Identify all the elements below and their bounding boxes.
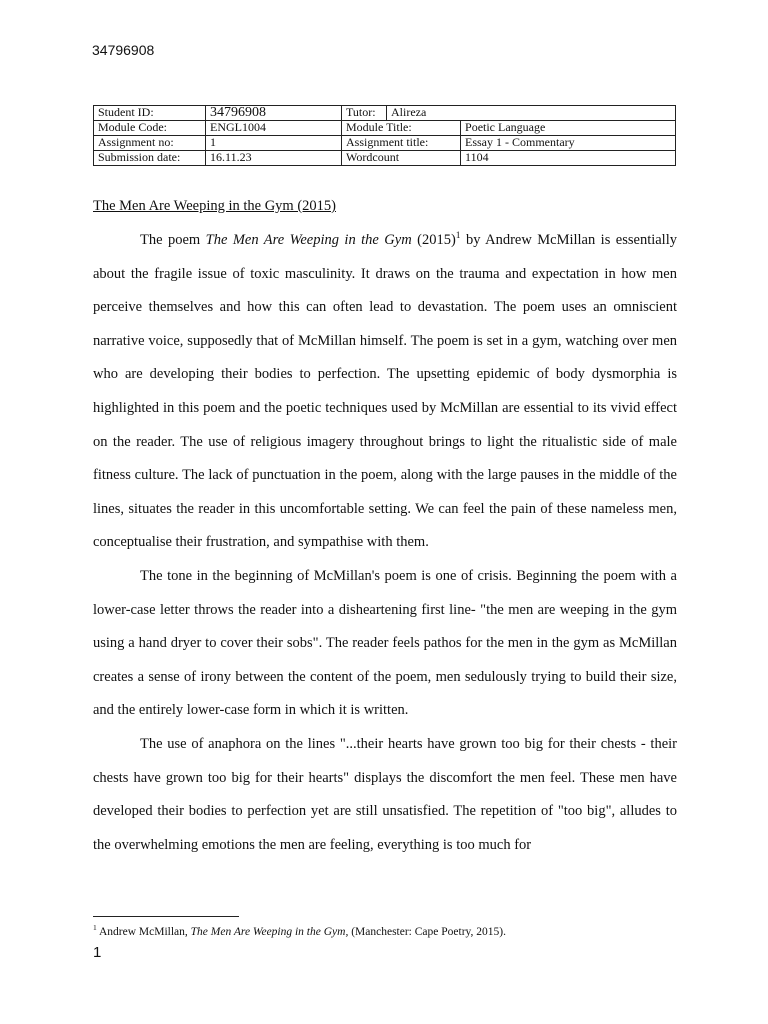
cell-value: Alireza bbox=[387, 106, 676, 121]
cell-value: 1104 bbox=[461, 151, 676, 166]
footnote-reference[interactable]: 1 bbox=[455, 231, 461, 242]
cell-label: Wordcount bbox=[342, 151, 461, 166]
footnote-publication: (Manchester: Cape Poetry, 2015). bbox=[348, 925, 506, 938]
table-row bbox=[94, 136, 676, 151]
table-row bbox=[94, 151, 676, 166]
footnote-separator bbox=[93, 916, 239, 917]
table-row bbox=[94, 121, 676, 136]
cell-value: 34796908 bbox=[206, 106, 342, 121]
cell-label: Module Code: bbox=[94, 121, 206, 136]
footnote-mark: 1 bbox=[93, 923, 97, 932]
cell-label: Module Title: bbox=[342, 121, 461, 136]
document-title: The Men Are Weeping in the Gym (2015) bbox=[93, 198, 336, 214]
cell-label: Tutor: bbox=[342, 106, 387, 121]
cell-value: 16.11.23 bbox=[206, 151, 342, 166]
cell-label: Assignment title: bbox=[342, 136, 461, 151]
cell-label: Submission date: bbox=[94, 151, 206, 166]
table-row bbox=[94, 106, 676, 121]
footnote-author: Andrew McMillan, bbox=[96, 925, 191, 938]
paragraph: The tone in the beginning of McMillan's poem is one of crisis. Beginning the poem with a lower-case letter throws the reader into a disheartening first line- "the men are weeping in the gym using a hand dryer to cover their sobs". The reader feels pathos for the men in the gym as McMillan creates a sense of irony between the content of the poem, men sedulously trying to build their size, and the entirely lower-case form in which it is written. bbox=[93, 567, 677, 719]
paragraph: The use of anaphora on the lines "...their hearts have grown too big for their chests - their chests have grown too big for their hearts" displays the discomfort the men feel. These men have developed their bodies to perfection yet are still unsatisfied. The repetition of "too big", alludes to the overwhelming emotions the men are feeling, everything is too much for bbox=[93, 735, 677, 853]
cell-value: Essay 1 - Commentary bbox=[461, 136, 676, 151]
poem-title: The Men Are Weeping in the Gym bbox=[205, 232, 412, 248]
footnote-title: The Men Are Weeping in the Gym, bbox=[190, 925, 349, 938]
essay-body bbox=[93, 224, 677, 862]
footnote bbox=[93, 921, 506, 939]
page-number: 1 bbox=[93, 944, 102, 961]
cell-value: Poetic Language bbox=[461, 121, 676, 136]
cell-label: Student ID: bbox=[94, 106, 206, 121]
paragraph-lead: The poem bbox=[140, 232, 206, 248]
cell-label: Assignment no: bbox=[94, 136, 206, 151]
cell-value: ENGL1004 bbox=[206, 121, 342, 136]
paragraph bbox=[93, 224, 677, 560]
poem-year: (2015) bbox=[411, 232, 456, 248]
cell-value: 1 bbox=[206, 136, 342, 151]
header-student-id: 34796908 bbox=[92, 42, 155, 58]
paragraph-text: by Andrew McMillan is essentially about the fragile issue of toxic masculinity. It draws on the trauma and expectation in how men perceive themselves and how this can often lead to devastation. The poem uses an omniscient narrative voice, supposedly that of McMillan himself. The poem is set in a gym, watching over men who are developing their bodies to perfection. The upsetting epidemic of body dysmorphia is highlighted in this poem and the poetic techniques used by McMillan are essential to its vivid effect on the reader. The use of religious imagery throughout brings to light the ritualistic side of male fitness culture. The lack of punctuation in the poem, along with the large pauses in the middle of the lines, situates the reader in this uncomfortable setting. We can feel the pain of these nameless men, conceptualise their frustration, and sympathise with them. bbox=[93, 232, 677, 551]
assignment-info-table bbox=[93, 105, 676, 166]
